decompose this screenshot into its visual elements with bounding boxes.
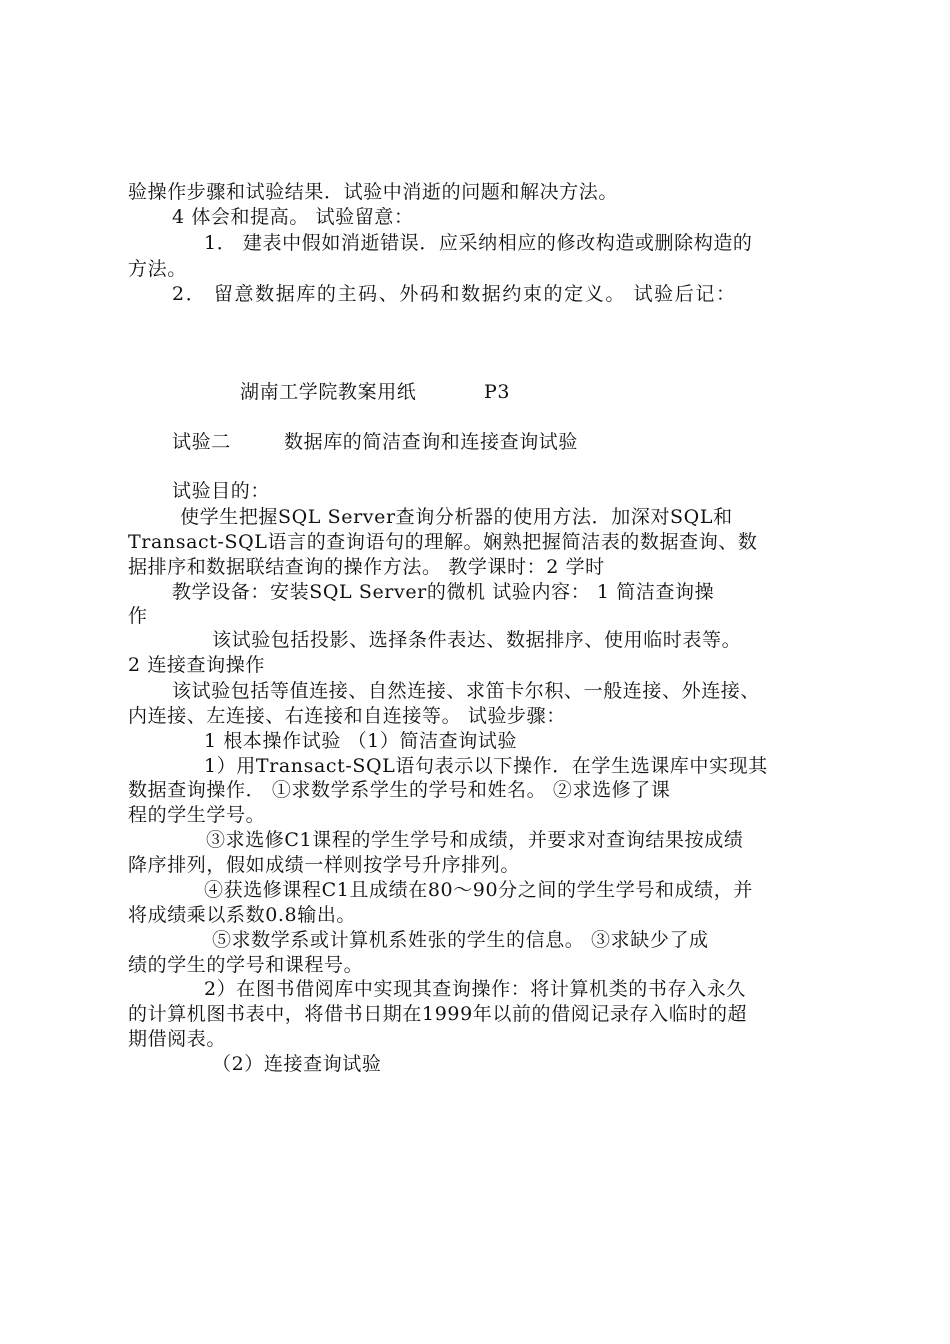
text-line: 教学设备：安装SQL Server的微机 试验内容： 1 简洁查询操 <box>172 581 715 603</box>
text-line: 期借阅表。 <box>128 1028 227 1050</box>
text-line: 绩的学生的学号和课程号。 <box>128 954 364 976</box>
text-line: 2 连接查询操作 <box>128 654 265 676</box>
text-line: ④获选修课程C1且成绩在80～90分之间的学生学号和成绩，并 <box>204 879 753 901</box>
text-line: 1）用Transact-SQL语句表示以下操作．在学生选课库中实现其 <box>204 755 768 777</box>
section-label: 试验二 <box>172 431 231 453</box>
text-line: 该试验包括投影、选择条件表达、数据排序、使用临时表等。 <box>212 629 742 651</box>
text-line: ③求选修C1课程的学生学号和成绩，并要求对查询结果按成绩 <box>206 829 744 851</box>
text-line: ⑤求数学系或计算机系姓张的学生的信息。 ③求缺少了成 <box>212 929 709 951</box>
page-header-school: 湖南工学院教案用纸 <box>240 381 417 403</box>
text-line: （2）连接查询试验 <box>212 1053 382 1075</box>
text-line: Transact-SQL语言的查询语句的理解。娴熟把握简洁表的数据查询、数 <box>128 531 758 553</box>
text-line: 的计算机图书表中，将借书日期在1999年以前的借阅记录存入临时的超 <box>128 1003 748 1025</box>
text-line: 作 <box>128 605 148 627</box>
text-line: 方法。 <box>128 258 187 280</box>
text-line: 该试验包括等值连接、自然连接、求笛卡尔积、一般连接、外连接、 <box>172 680 761 702</box>
text-line: 2． 留意数据库的主码、外码和数据约束的定义。 试验后记： <box>172 283 737 305</box>
text-line: 试验目的： <box>172 480 271 502</box>
text-line: 1 根本操作试验 （1）简洁查询试验 <box>204 730 518 752</box>
text-line: 程的学生学号。 <box>128 804 266 826</box>
text-line: 使学生把握SQL Server查询分析器的使用方法．加深对SQL和 <box>180 506 733 528</box>
text-line: 据排序和数据联结查询的操作方法。 教学课时：2 学时 <box>128 556 605 578</box>
page-number: P3 <box>484 381 511 403</box>
text-line: 1． 建表中假如消逝错误．应采纳相应的修改构造或删除构造的 <box>204 232 753 254</box>
text-line: 内连接、左连接、右连接和自连接等。 试验步骤： <box>128 705 566 727</box>
text-line: 降序排列，假如成绩一样则按学号升序排列。 <box>128 854 521 876</box>
text-line: 将成绩乘以系数0.8输出。 <box>128 904 357 926</box>
text-line: 验操作步骤和试验结果．试验中消逝的问题和解决方法。 <box>128 181 619 203</box>
text-line: 2）在图书借阅库中实现其查询操作：将计算机类的书存入永久 <box>204 978 746 1000</box>
text-line: 4 体会和提高。 试验留意： <box>172 206 414 228</box>
text-line: 数据查询操作． ①求数学系学生的学号和姓名。 ②求选修了课 <box>128 779 671 801</box>
section-title: 数据库的简洁查询和连接查询试验 <box>284 431 579 453</box>
